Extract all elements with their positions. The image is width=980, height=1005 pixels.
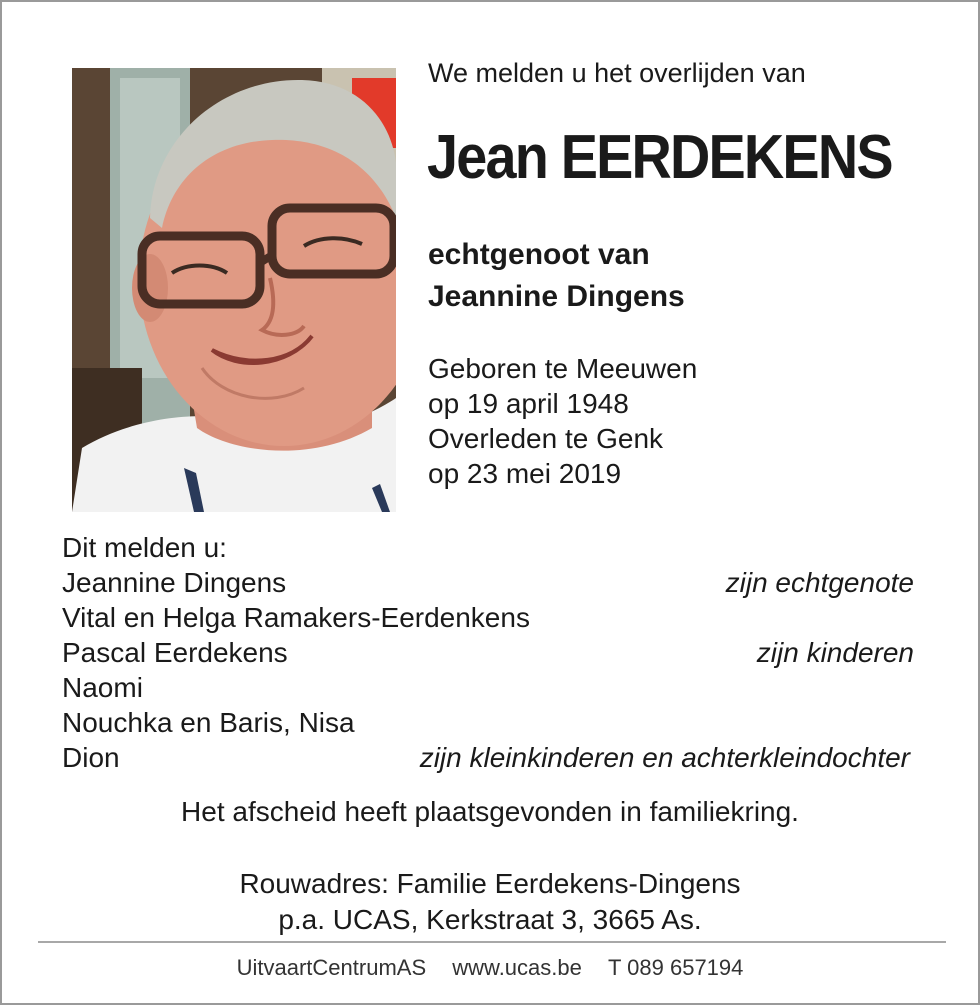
family-list <box>62 530 914 775</box>
family-row <box>62 670 914 705</box>
farewell-note: Het afscheid heeft plaatsgevonden in familiekring. <box>181 796 799 827</box>
address-line-1: Rouwadres: Familie Eerdekens-Dingens <box>239 868 741 899</box>
spouse-block <box>428 234 685 318</box>
family-member: Vital en Helga Ramakers-Eerdenkens <box>62 602 530 633</box>
death-date: op 23 mei 2019 <box>428 458 622 489</box>
family-member: Nouchka en Baris, Nisa <box>62 707 355 738</box>
family-row <box>62 740 914 775</box>
spouse-label: echtgenoot van <box>428 238 650 271</box>
family-member: Dion <box>62 742 120 773</box>
portrait-image <box>72 68 396 512</box>
life-dates <box>428 351 697 491</box>
family-heading: Dit melden u: <box>62 532 227 563</box>
deceased-name: Jean EERDEKENS <box>427 123 892 192</box>
portrait-photo <box>72 68 396 512</box>
spouse-name: Jeannine Dingens <box>428 280 685 313</box>
address-line-2: p.a. UCAS, Kerkstraat 3, 3665 As. <box>278 904 702 935</box>
website-link[interactable]: www.ucas.be <box>452 955 582 980</box>
footer <box>2 954 978 982</box>
footer-divider <box>38 941 946 943</box>
family-member: Pascal Eerdekens <box>62 637 288 668</box>
funeral-company: UitvaartCentrumAS <box>236 955 427 980</box>
family-row <box>62 565 914 600</box>
birth-date: op 19 april 1948 <box>428 388 629 419</box>
announcement-intro: We melden u het overlijden van <box>428 58 806 88</box>
family-row <box>62 705 914 740</box>
family-row <box>62 635 914 670</box>
family-relation: zijn kleinkinderen en achterkleindochter <box>419 742 910 773</box>
birth-place: Geboren te Meeuwen <box>428 353 698 384</box>
family-relation: zijn kinderen <box>756 637 914 668</box>
death-place: Overleden te Genk <box>428 423 664 454</box>
mourning-address <box>2 866 978 938</box>
family-relation: zijn echtgenote <box>725 567 914 598</box>
family-member: Naomi <box>62 672 143 703</box>
phone-number: T 089 657194 <box>608 955 744 980</box>
family-row <box>62 600 914 635</box>
family-member: Jeannine Dingens <box>62 567 287 598</box>
